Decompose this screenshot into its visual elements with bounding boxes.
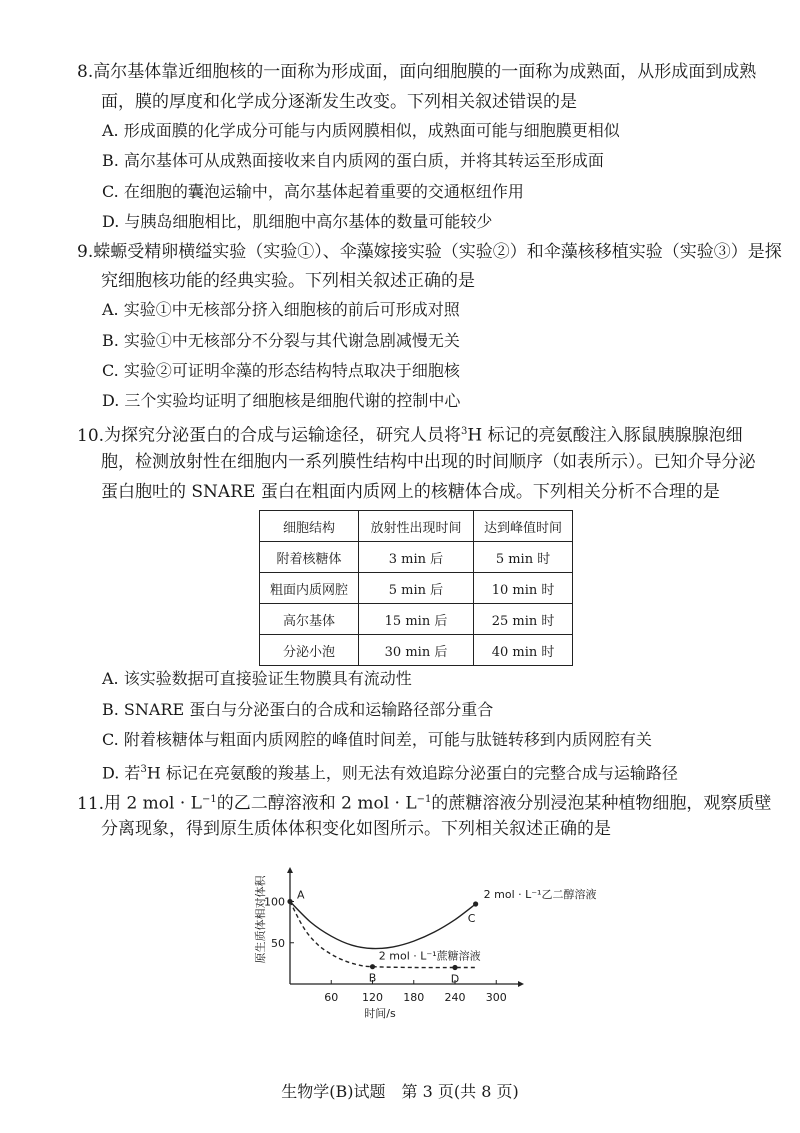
table-row xyxy=(260,573,573,604)
table-cell: 5 min 时 xyxy=(474,542,573,573)
q8-stem-line2: 面，膜的厚度和化学成分逐渐发生改变。下列相关叙述错误的是 xyxy=(101,92,577,112)
q10-option-d-text-b: H 标记在亮氨酸的羧基上，则无法有效追踪分泌蛋白的完整合成与运输路径 xyxy=(146,763,678,783)
q10-number: 10. xyxy=(77,425,105,446)
table-row xyxy=(260,604,573,635)
point-c xyxy=(473,901,478,906)
page-footer: 生物学(B)试题 第 3 页(共 8 页) xyxy=(281,1082,519,1101)
q8-option-a: A. 形成面膜的化学成分可能与内质网膜相似，成熟面可能与细胞膜更相似 xyxy=(102,121,620,140)
y-tick-label: 100 xyxy=(264,895,285,909)
q8-option-d: D. 与胰岛细胞相比，肌细胞中高尔基体的数量可能较少 xyxy=(102,212,493,231)
x-tick-label: 300 xyxy=(485,991,507,1004)
table-cell: 粗面内质网腔 xyxy=(260,573,359,604)
y-axis-label: 原生质体相对体积 xyxy=(254,875,267,964)
q10-stem-line2: 胞，检测放射性在细胞内一系列膜性结构中出现的时间顺序（如表所示）。已知介导分泌 xyxy=(101,452,756,472)
table-row xyxy=(260,542,573,573)
q10-option-a: A. 该实验数据可直接验证生物膜具有流动性 xyxy=(102,669,412,688)
q11-stem-line2: 分离现象，得到原生质体体积变化如图所示。下列相关叙述正确的是 xyxy=(101,819,611,839)
table-header-cell: 放射性出现时间 xyxy=(358,511,473,542)
table-cell: 30 min 后 xyxy=(358,635,473,666)
q10-stem-line3: 蛋白胞吐的 SNARE 蛋白在粗面内质网上的核糖体合成。下列相关分析不合理的是 xyxy=(101,482,720,502)
q8-option-b: B. 高尔基体可从成熟面接收来自内质网的蛋白质，并将其转运至形成面 xyxy=(102,151,604,170)
y-axis-arrow xyxy=(287,867,293,873)
x-axis-label: 时间/s xyxy=(364,1007,396,1020)
table-row xyxy=(260,635,573,666)
q8-option-c: C. 在细胞的囊泡运输中，高尔基体起着重要的交通枢纽作用 xyxy=(102,182,524,201)
q11-sup1: −1 xyxy=(201,794,217,805)
q9-stem-line2: 究细胞核功能的经典实验。下列相关叙述正确的是 xyxy=(101,271,475,291)
q8-stem-text1: 高尔基体靠近细胞核的一面称为形成面，面向细胞膜的一面称为成熟面，从形成面到成熟 xyxy=(93,62,757,82)
table-header-row xyxy=(260,511,573,542)
series-line-0 xyxy=(290,902,476,949)
point-a xyxy=(287,899,292,904)
series-label-ethylene-glycol: 2 mol · L⁻¹乙二醇溶液 xyxy=(483,887,597,901)
q11-stem-text1b: 的乙二醇溶液和 2 mol · L xyxy=(216,793,417,814)
table-cell: 3 min 后 xyxy=(358,542,473,573)
q9-option-a: A. 实验①中无核部分挤入细胞核的前后可形成对照 xyxy=(102,300,460,319)
q10-option-b: B. SNARE 蛋白与分泌蛋白的合成和运输路径部分重合 xyxy=(102,700,494,719)
volume-chart xyxy=(0,845,800,1045)
table-cell: 分泌小泡 xyxy=(260,635,359,666)
x-tick-label: 240 xyxy=(444,991,466,1004)
q9-stem-line1 xyxy=(77,240,782,264)
q11-number: 11. xyxy=(77,793,105,814)
q8-number: 8. xyxy=(77,62,94,82)
q9-stem-text1: 蝾螈受精卵横缢实验（实验①）、伞藻嫁接实验（实验②）和伞藻核移植实验（实验③）是探 xyxy=(93,242,782,262)
q10-option-d-text-a: D. 若 xyxy=(102,763,141,783)
q11-stem-line1 xyxy=(77,788,771,816)
point-d xyxy=(452,965,457,970)
x-tick-label: 180 xyxy=(403,991,425,1004)
point-label-d: D xyxy=(450,972,460,986)
point-label-c: C xyxy=(467,911,476,925)
q9-option-c: C. 实验②可证明伞藻的形态结构特点取决于细胞核 xyxy=(102,361,460,380)
table-header-cell: 细胞结构 xyxy=(260,511,359,542)
point-label-a: A xyxy=(297,888,305,902)
x-axis-arrow xyxy=(518,981,524,987)
q11-sup2: −1 xyxy=(416,794,432,805)
q10-option-c: C. 附着核糖体与粗面内质网腔的峰值时间差，可能与肽链转移到内质网腔有关 xyxy=(102,730,652,749)
q10-stem-line1 xyxy=(77,420,743,448)
q10-option-d-sup: 3 xyxy=(140,764,147,775)
q11-stem-text1a: 用 2 mol · L xyxy=(104,793,202,814)
q9-option-b: B. 实验①中无核部分不分裂与其代谢急剧减慢无关 xyxy=(102,331,460,350)
table-header-cell: 达到峰值时间 xyxy=(474,511,573,542)
table-cell: 10 min 时 xyxy=(474,573,573,604)
table-cell: 附着核糖体 xyxy=(260,542,359,573)
q9-option-d: D. 三个实验均证明了细胞核是细胞代谢的控制中心 xyxy=(102,391,461,410)
table-cell: 高尔基体 xyxy=(260,604,359,635)
q11-stem-text1c: 的蔗糖溶液分别浸泡某种植物细胞，观察质壁 xyxy=(431,793,772,814)
table-cell: 40 min 时 xyxy=(474,635,573,666)
q8-stem-line1 xyxy=(77,60,756,84)
data-table xyxy=(259,510,573,666)
x-tick-label: 120 xyxy=(362,991,383,1004)
point-b xyxy=(370,964,375,969)
table-cell: 25 min 时 xyxy=(474,604,573,635)
x-tick-label: 60 xyxy=(324,991,339,1004)
q10-stem-text1a: 为探究分泌蛋白的合成与运输途径，研究人员将 xyxy=(104,425,462,446)
q10-option-d xyxy=(102,759,678,784)
table-cell: 5 min 后 xyxy=(358,573,473,604)
point-label-b: B xyxy=(368,971,377,985)
y-tick-label: 50 xyxy=(271,936,285,950)
table-cell: 15 min 后 xyxy=(358,604,473,635)
q9-number: 9. xyxy=(77,242,94,262)
q10-stem-text1b: H 标记的亮氨酸注入豚鼠胰腺腺泡细 xyxy=(467,425,743,446)
series-label-sucrose: 2 mol · L⁻¹蔗糖溶液 xyxy=(378,949,481,963)
q10-sup: 3 xyxy=(461,426,468,437)
